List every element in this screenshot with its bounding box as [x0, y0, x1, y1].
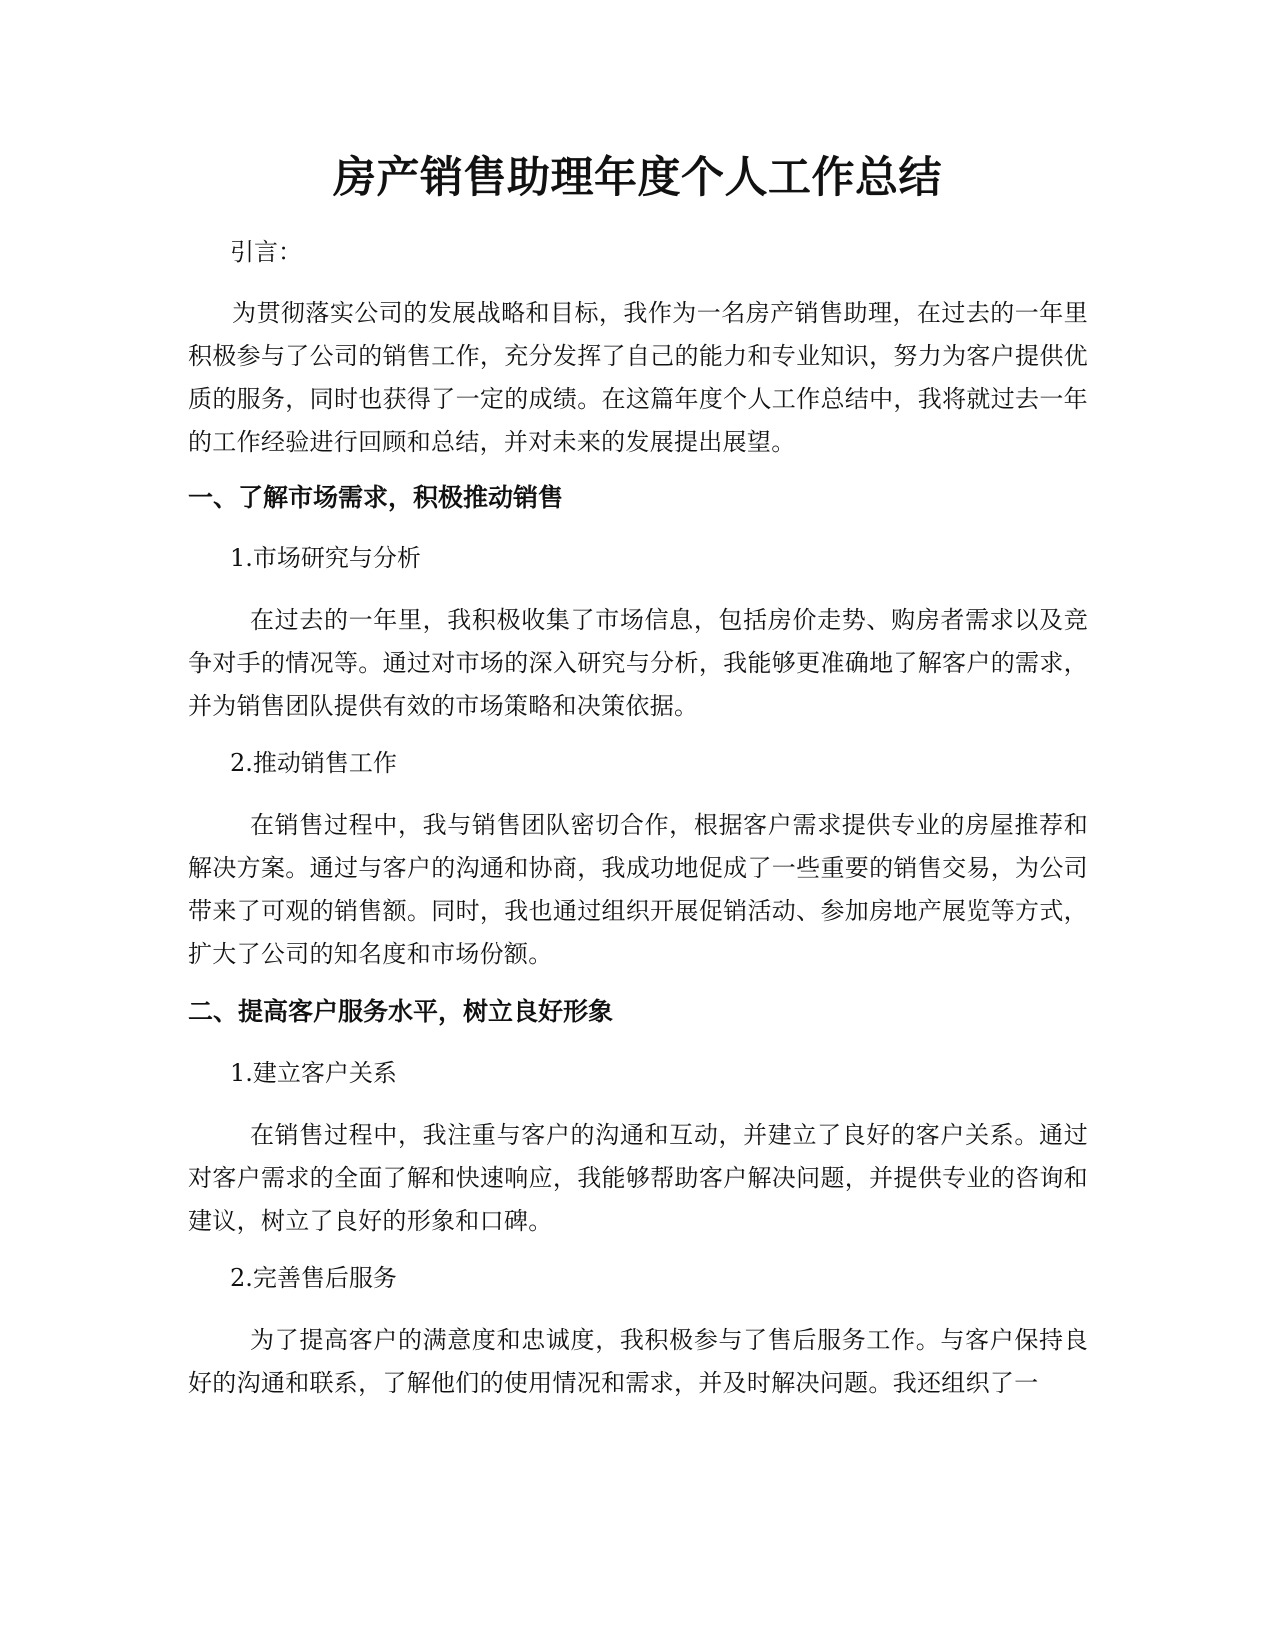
document-title: 房产销售助理年度个人工作总结 — [333, 153, 942, 203]
intro-paragraph: 为贯彻落实公司的发展战略和目标，我作为一名房产销售助理，在过去的一年里积极参与了公司的销售工作，充分发挥了自己的能力和专业知识，努力为客户提供优质的服务，同时也获得了一定的成绩。在这篇年度个人工作总结中，我将就过去一年的工作经验进行回顾和总结，并对未来的发展提出展望。 — [188, 299, 1088, 456]
section-2-heading: 二、提高客户服务水平，树立良好形象 — [188, 997, 614, 1026]
section-2-subsection-1-paragraph: 在销售过程中，我注重与客户的沟通和互动，并建立了良好的客户关系。通过对客户需求的全面了解和快速响应，我能够帮助客户解决问题，并提供专业的咨询和建议，树立了良好的形象和口碑。 — [188, 1121, 1088, 1235]
section-1-subsection-1-title: 1.市场研究与分析 — [230, 544, 421, 572]
section-1-subsection-2-title: 2.推动销售工作 — [230, 749, 397, 777]
section-2-subsection-1-title: 1.建立客户关系 — [230, 1059, 397, 1087]
section-2-subsection-2-paragraph: 为了提高客户的满意度和忠诚度，我积极参与了售后服务工作。与客户保持良好的沟通和联系，了解他们的使用情况和需求，并及时解决问题。我还组织了一 — [188, 1326, 1088, 1397]
section-1-heading: 一、了解市场需求，积极推动销售 — [188, 483, 564, 512]
section-2-subsection-2-title: 2.完善售后服务 — [230, 1264, 397, 1292]
intro-label: 引言： — [230, 238, 302, 266]
section-1-subsection-1-paragraph: 在过去的一年里，我积极收集了市场信息，包括房价走势、购房者需求以及竞争对手的情况等。通过对市场的深入研究与分析，我能够更准确地了解客户的需求，并为销售团队提供有效的市场策略和决策依据。 — [188, 606, 1088, 720]
section-1-subsection-2-paragraph: 在销售过程中，我与销售团队密切合作，根据客户需求提供专业的房屋推荐和解决方案。通过与客户的沟通和协商，我成功地促成了一些重要的销售交易，为公司带来了可观的销售额。同时，我也通过组织开展促销活动、参加房地产展览等方式，扩大了公司的知名度和市场份额。 — [188, 811, 1088, 968]
